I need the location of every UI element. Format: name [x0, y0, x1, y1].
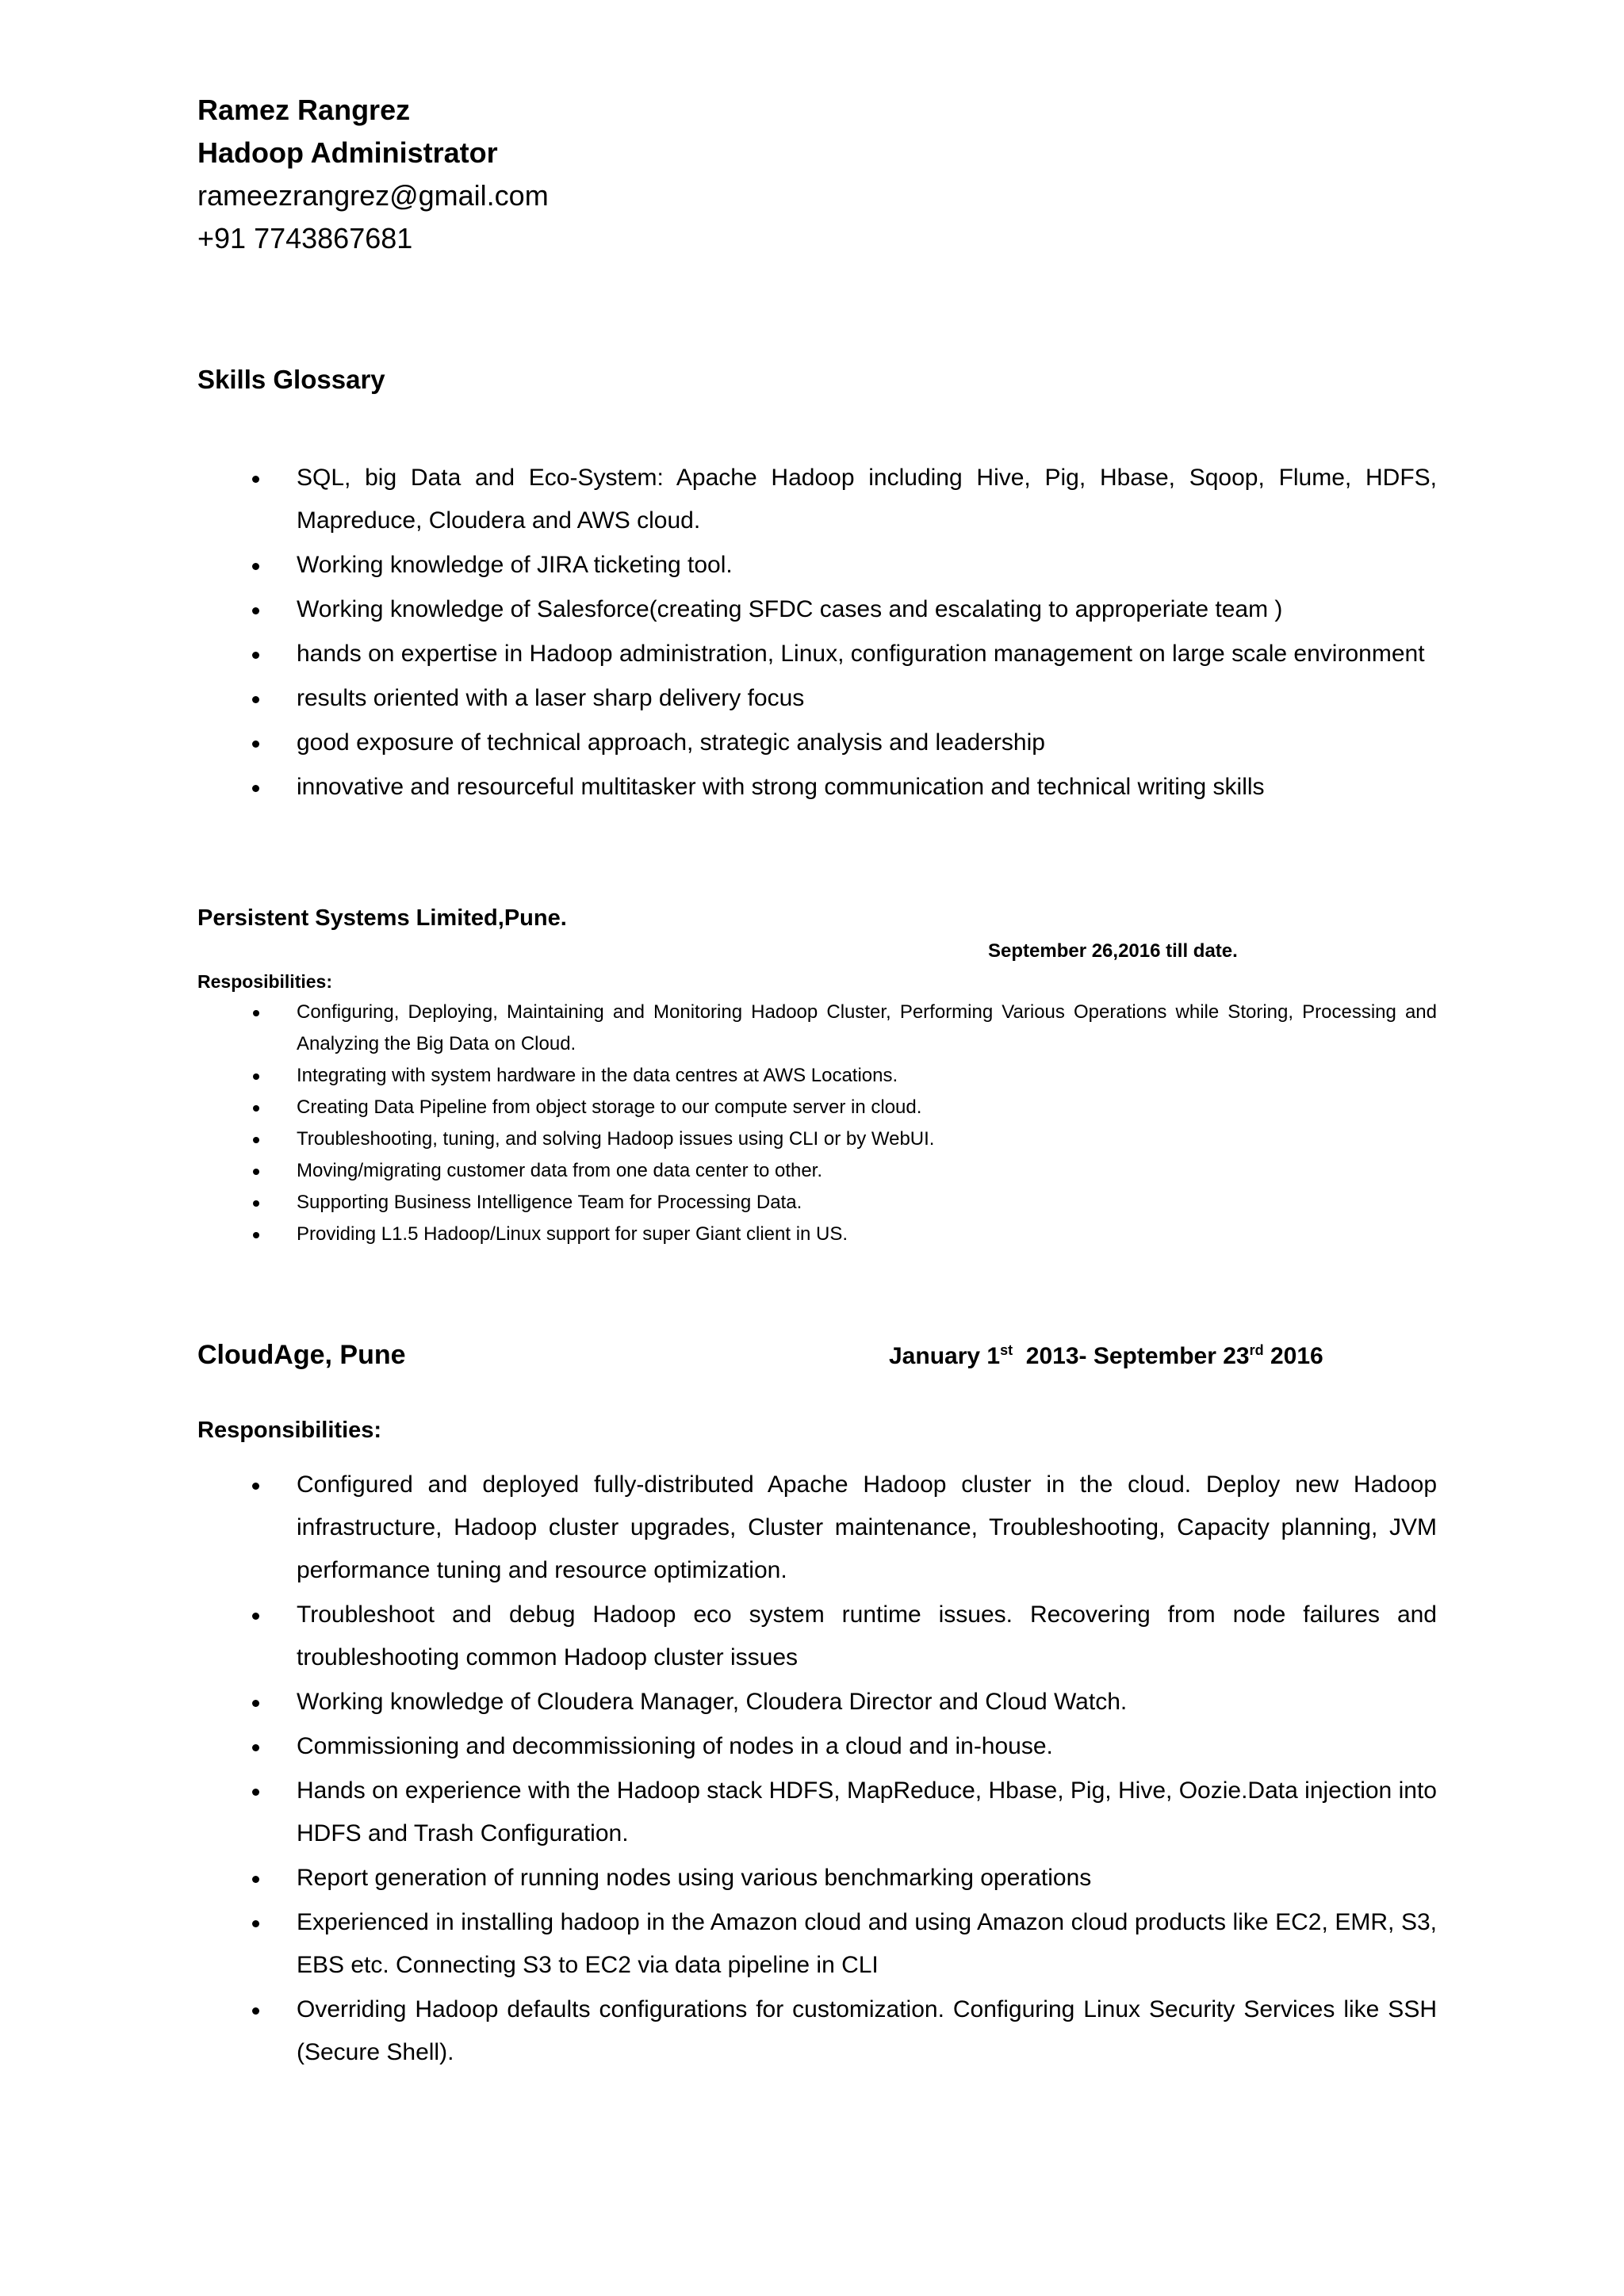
bullet-icon: [253, 1200, 259, 1207]
persistent-resp-list: [197, 997, 1437, 1250]
bullet-icon: [253, 1137, 259, 1143]
bullet-icon: [252, 1744, 259, 1751]
candidate-title: Hadoop Administrator: [197, 136, 498, 169]
bullet-icon: [252, 2007, 259, 2015]
bullet-icon: [253, 1073, 259, 1080]
list-item: Commissioning and decommissioning of nodes in a cloud and in-house.: [197, 1725, 1437, 1768]
list-item: Integrating with system hardware in the data centres at AWS Locations.: [197, 1060, 1437, 1092]
candidate-name: Ramez Rangrez: [197, 94, 411, 126]
list-item: Troubleshooting, tuning, and solving Hadoop issues using CLI or by WebUI.: [197, 1123, 1437, 1155]
bullet-icon: [252, 1700, 259, 1707]
candidate-email: rameezrangrez@gmail.com: [197, 179, 549, 212]
persistent-dates: September 26,2016 till date.: [988, 940, 1238, 962]
cloudage-resp-heading: Responsibilities:: [197, 1418, 382, 1443]
bullet-icon: [252, 652, 259, 659]
bullet-icon: [252, 1876, 259, 1883]
persistent-resp-heading: Resposibilities:: [197, 971, 332, 992]
list-item: Working knowledge of Cloudera Manager, Cloudera Director and Cloud Watch.: [197, 1681, 1437, 1724]
list-item: Hands on experience with the Hadoop stack HDFS, MapReduce, Hbase, Pig, Hive, Oozie.Data injection into HDFS and Trash Configuration.: [197, 1770, 1437, 1855]
bullet-icon: [252, 696, 259, 703]
list-item: Working knowledge of JIRA ticketing tool.: [197, 544, 1437, 587]
bullet-icon: [253, 1169, 259, 1175]
list-item: results oriented with a laser sharp delivery focus: [197, 677, 1437, 720]
bullet-icon: [253, 1010, 259, 1016]
cloudage-company: CloudAge, Pune: [197, 1340, 406, 1370]
bullet-icon: [252, 476, 259, 483]
list-item: Creating Data Pipeline from object storage to our compute server in cloud.: [197, 1092, 1437, 1123]
list-item: Supporting Business Intelligence Team for Processing Data.: [197, 1187, 1437, 1219]
list-item: Troubleshoot and debug Hadoop eco system runtime issues. Recovering from node failures and troubleshooting common Hadoop cluster issues: [197, 1594, 1437, 1679]
cloudage-dates: January 1st 2013- September 23rd 2016: [889, 1342, 1323, 1369]
list-item: hands on expertise in Hadoop administration, Linux, configuration management on large scale environment: [197, 633, 1437, 675]
list-item: Configured and deployed fully-distributed Apache Hadoop cluster in the cloud. Deploy new Hadoop infrastructure, Hadoop cluster upgrades, Cluster maintenance, Troubleshooting, Capacity planning, JVM performance tuning and resource optimization.: [197, 1464, 1437, 1592]
skills-list: [197, 457, 1437, 810]
list-item: SQL, big Data and Eco-System: Apache Hadoop including Hive, Pig, Hbase, Sqoop, Flume, HDFS, Mapreduce, Cloudera and AWS cloud.: [197, 457, 1437, 542]
bullet-icon: [252, 1920, 259, 1927]
bullet-icon: [252, 607, 259, 614]
bullet-icon: [253, 1105, 259, 1112]
bullet-icon: [252, 1789, 259, 1796]
bullet-icon: [252, 785, 259, 792]
list-item: Experienced in installing hadoop in the Amazon cloud and using Amazon cloud products like EC2, EMR, S3, EBS etc. Connecting S3 to EC2 via data pipeline in CLI: [197, 1901, 1437, 1987]
list-item: Configuring, Deploying, Maintaining and Monitoring Hadoop Cluster, Performing Various Operations while Storing, Processing and Analyzing the Big Data on Cloud.: [197, 997, 1437, 1060]
bullet-icon: [252, 563, 259, 570]
skills-heading: Skills Glossary: [197, 365, 385, 394]
list-item: good exposure of technical approach, strategic analysis and leadership: [197, 721, 1437, 764]
list-item: Overriding Hadoop defaults configurations for customization. Configuring Linux Security Services like SSH (Secure Shell).: [197, 1988, 1437, 2074]
list-item: Report generation of running nodes using various benchmarking operations: [197, 1857, 1437, 1900]
list-item: innovative and resourceful multitasker with strong communication and technical writing skills: [197, 766, 1437, 809]
list-item: Providing L1.5 Hadoop/Linux support for super Giant client in US.: [197, 1219, 1437, 1250]
bullet-icon: [252, 740, 259, 748]
cloudage-resp-list: [197, 1464, 1437, 2076]
candidate-phone: +91 7743867681: [197, 222, 413, 254]
list-item: Moving/migrating customer data from one data center to other.: [197, 1155, 1437, 1187]
persistent-company: Persistent Systems Limited,Pune.: [197, 905, 567, 931]
bullet-icon: [252, 1613, 259, 1620]
bullet-icon: [253, 1232, 259, 1238]
bullet-icon: [252, 1483, 259, 1490]
list-item: Working knowledge of Salesforce(creating SFDC cases and escalating to approperiate team ): [197, 588, 1437, 631]
